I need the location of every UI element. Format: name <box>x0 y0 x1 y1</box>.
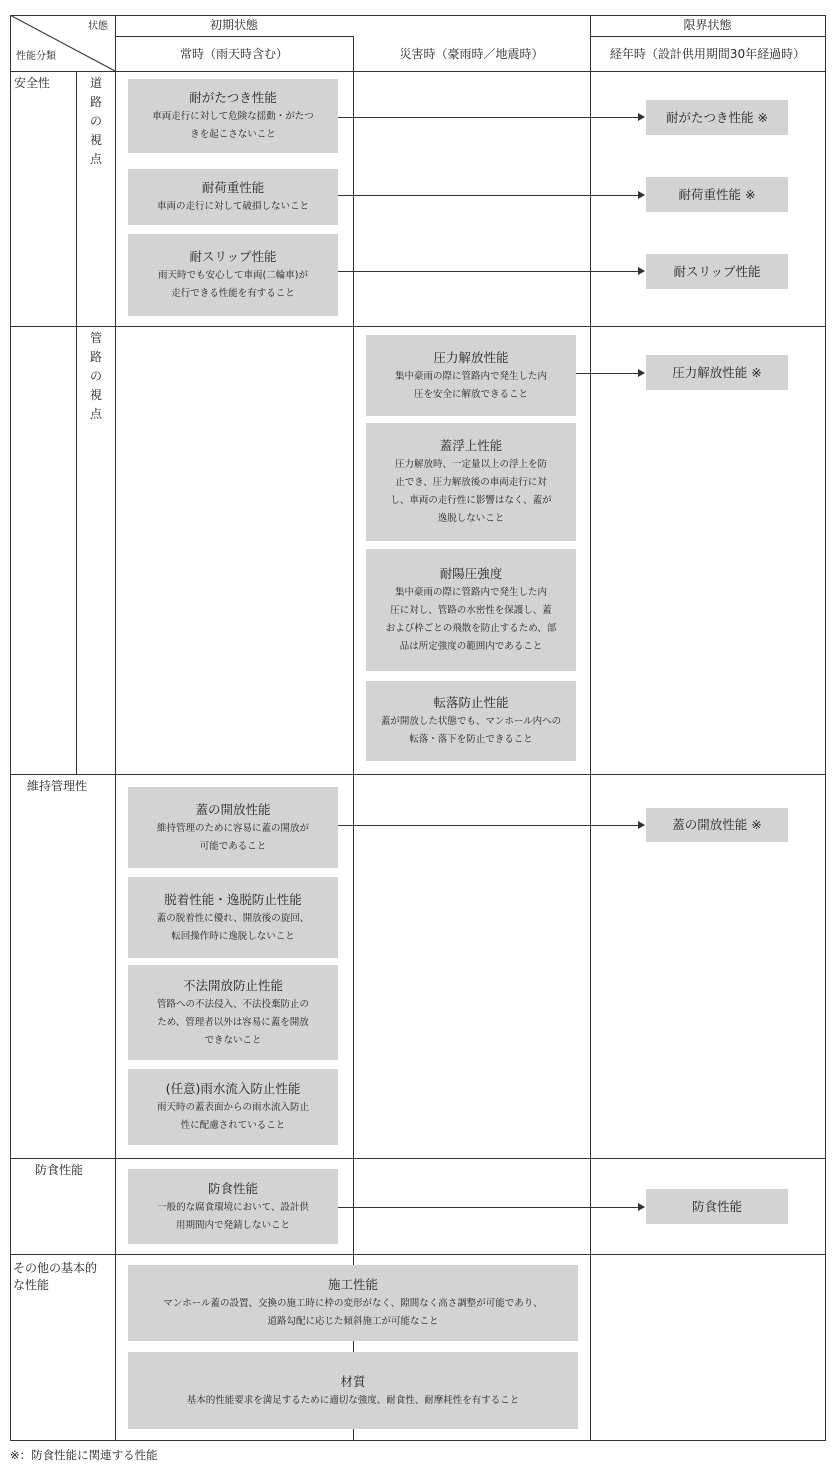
table-border-top <box>10 15 825 16</box>
box-load-resistance <box>128 169 338 225</box>
box-desc-line: 雨天時でも安心して車両(二輪車)が <box>158 270 308 281</box>
header-disaster: 災害時（豪雨時／地震時） <box>399 47 544 61</box>
box-desc-line: 車両走行に対して危険な揺動・がたつ <box>152 111 314 122</box>
box-desc-line: 転落・落下を防止できること <box>409 734 533 745</box>
box-desc-line: し、車両の走行性に影響はなく、蓋が <box>390 495 552 506</box>
box-desc-line: 基本的性能要求を満足するために適切な強度、耐食性、耐摩耗性を有すること <box>186 1394 520 1406</box>
box-desc-line: 雨天時の蓋表面からの雨水流入防止 <box>156 1102 309 1113</box>
box-desc-line: 圧力解放時、一定量以上の浮上を防 <box>394 459 547 470</box>
table-border-bottom <box>10 1440 825 1441</box>
box-material <box>128 1352 578 1429</box>
box-desc-line: 圧を安全に解放できること <box>413 388 528 400</box>
box-title: 転落防止性能 <box>433 695 509 710</box>
box-desc-line: 圧に対し、管路の水密性を保護し、蓋 <box>390 605 552 616</box>
box-title: 蓋浮上性能 <box>439 438 503 453</box>
box-title: 不法開放防止性能 <box>182 977 283 993</box>
subcategory-road-view: 道路の視点 <box>89 76 102 166</box>
box-desc-line: できないこと <box>204 1034 262 1046</box>
table-border-right <box>825 15 826 1441</box>
category-maintenance: 維持管理性 <box>27 779 88 793</box>
column-divider-3 <box>590 15 591 1441</box>
aged-box-slip <box>646 254 788 289</box>
arrow-load <box>338 195 644 196</box>
box-desc-line: マンホール蓋の設置、交換の施工時に枠の変形がなく、隙間なく高さ調整が可能であり、 <box>163 1298 543 1309</box>
box-rain-inflow-prevention <box>128 1069 338 1145</box>
header-normal: 常時（雨天時含む） <box>179 47 288 61</box>
box-desc-line: 車両の走行に対して破損しないこと <box>156 201 309 212</box>
column-divider-2 <box>353 36 354 1441</box>
box-pressure-release <box>366 335 576 416</box>
box-desc-line: 走行できる性能を有すること <box>171 288 295 299</box>
box-title: 材質 <box>340 1373 366 1389</box>
box-title: 防食性能 <box>207 1180 258 1196</box>
arrow-slip <box>338 271 644 272</box>
subcategory-divider <box>76 71 77 775</box>
category-corrosion: 防食性能 <box>35 1163 84 1177</box>
box-construction <box>128 1265 578 1341</box>
box-lid-lift <box>366 423 576 541</box>
box-title: 耐がたつき性能 <box>189 90 277 105</box>
box-desc-line: 集中豪雨の際に管路内で発生した内 <box>394 370 547 382</box>
aged-box-title: 耐がたつき性能 ※ <box>666 109 768 125</box>
row-divider-pipe <box>10 774 825 775</box>
column-divider-1 <box>115 15 116 1441</box>
box-title: (任意)雨水流入防止性能 <box>165 1081 301 1096</box>
header-divider-initial <box>115 36 353 37</box>
aged-box-title: 耐荷重性能 ※ <box>678 186 756 202</box>
header-aged: 経年時（設計供用期間30年経過時） <box>609 47 806 61</box>
arrow-pressure-release <box>576 373 644 374</box>
box-desc-line: 管路への不法侵入、不法投棄防止の <box>156 998 309 1010</box>
header-state-label: 状態 <box>88 21 108 32</box>
box-anticorrosion <box>128 1169 338 1244</box>
box-desc-line: 転回操作時に逸脱しないこと <box>171 930 295 942</box>
box-positive-pressure-strength <box>366 549 576 671</box>
box-desc-line: 逸脱しないこと <box>437 513 505 524</box>
box-title: 脱着性能・逸脱防止性能 <box>164 891 302 907</box>
box-slip-resistance <box>128 234 338 316</box>
box-desc-line: 蓋が開放した状態でも、マンホール内への <box>380 716 562 727</box>
box-lid-open <box>128 787 338 868</box>
box-desc-line: 性に配慮されていること <box>180 1120 286 1131</box>
box-desc-line: 道路勾配に応じた傾斜施工が可能なこと <box>267 1316 439 1327</box>
aged-box-title: 蓋の開放性能 ※ <box>672 817 762 832</box>
box-desc-line: きを起こさないこと <box>190 129 276 140</box>
row-divider-road <box>10 326 825 327</box>
row-divider-maintenance <box>10 1158 825 1159</box>
box-illegal-open-prevention <box>128 965 338 1060</box>
box-title: 蓋の開放性能 <box>195 801 271 817</box>
aged-box-title: 耐スリップ性能 <box>673 263 761 279</box>
box-desc-line: ため、管理者以外は容易に蓋を開放 <box>157 1016 309 1028</box>
box-desc-line: 止でき、圧力解放後の車両走行に対 <box>395 477 547 488</box>
aged-box-rattle <box>646 100 788 135</box>
box-title: 耐荷重性能 <box>201 180 265 195</box>
aged-box-anticorrosion <box>646 1189 788 1224</box>
header-bottom-line <box>10 71 825 72</box>
category-safety: 安全性 <box>14 76 51 90</box>
box-title: 圧力解放性能 <box>433 349 509 365</box>
aged-box-load <box>646 177 788 212</box>
header-limit-state: 限界状態 <box>683 18 732 32</box>
box-desc-line: 維持管理のために容易に蓋の開放が <box>156 822 309 834</box>
arrow-anticorrosion <box>338 1207 644 1208</box>
aged-box-title: 防食性能 <box>691 1198 742 1214</box>
box-desc-line: 蓋の脱着性に優れ、開放後の旋回、 <box>156 912 310 924</box>
footnote: ※：防食性能に関連する性能 <box>10 1448 158 1462</box>
arrow-lid-open <box>338 825 644 826</box>
aged-box-title: 圧力解放性能 ※ <box>672 364 762 380</box>
category-other: その他の基本的な性能 <box>13 1261 98 1292</box>
box-title: 耐陽圧強度 <box>439 566 503 581</box>
aged-box-pressure-release <box>646 355 788 390</box>
subcategory-pipe-view: 管路の視点 <box>89 331 102 421</box>
header-initial-state: 初期状態 <box>209 18 258 32</box>
aged-box-lid-open <box>646 808 788 842</box>
box-desc-line: 一般的な腐食環境において、設計供 <box>157 1201 309 1213</box>
box-desc-line: および枠ごとの飛散を防止するため、部 <box>385 623 557 634</box>
header-category-label: 性能分類 <box>16 51 56 62</box>
box-desc-line: 品は所定強度の範囲内であること <box>399 641 543 652</box>
box-rattle-resistance <box>128 79 338 153</box>
box-desc-line: 用期間内で発錆しないこと <box>175 1219 290 1231</box>
box-title: 施工性能 <box>327 1277 378 1292</box>
box-detach-prevention <box>128 877 338 958</box>
box-fall-prevention <box>366 681 576 761</box>
table-border-left <box>10 15 11 1441</box>
header-divider-limit <box>590 36 825 37</box>
arrow-rattle <box>338 117 644 118</box>
box-title: 耐スリップ性能 <box>189 249 277 264</box>
row-divider-corrosion <box>10 1254 825 1255</box>
box-desc-line: 可能であること <box>199 840 267 852</box>
box-desc-line: 集中豪雨の際に管路内で発生した内 <box>394 587 547 598</box>
